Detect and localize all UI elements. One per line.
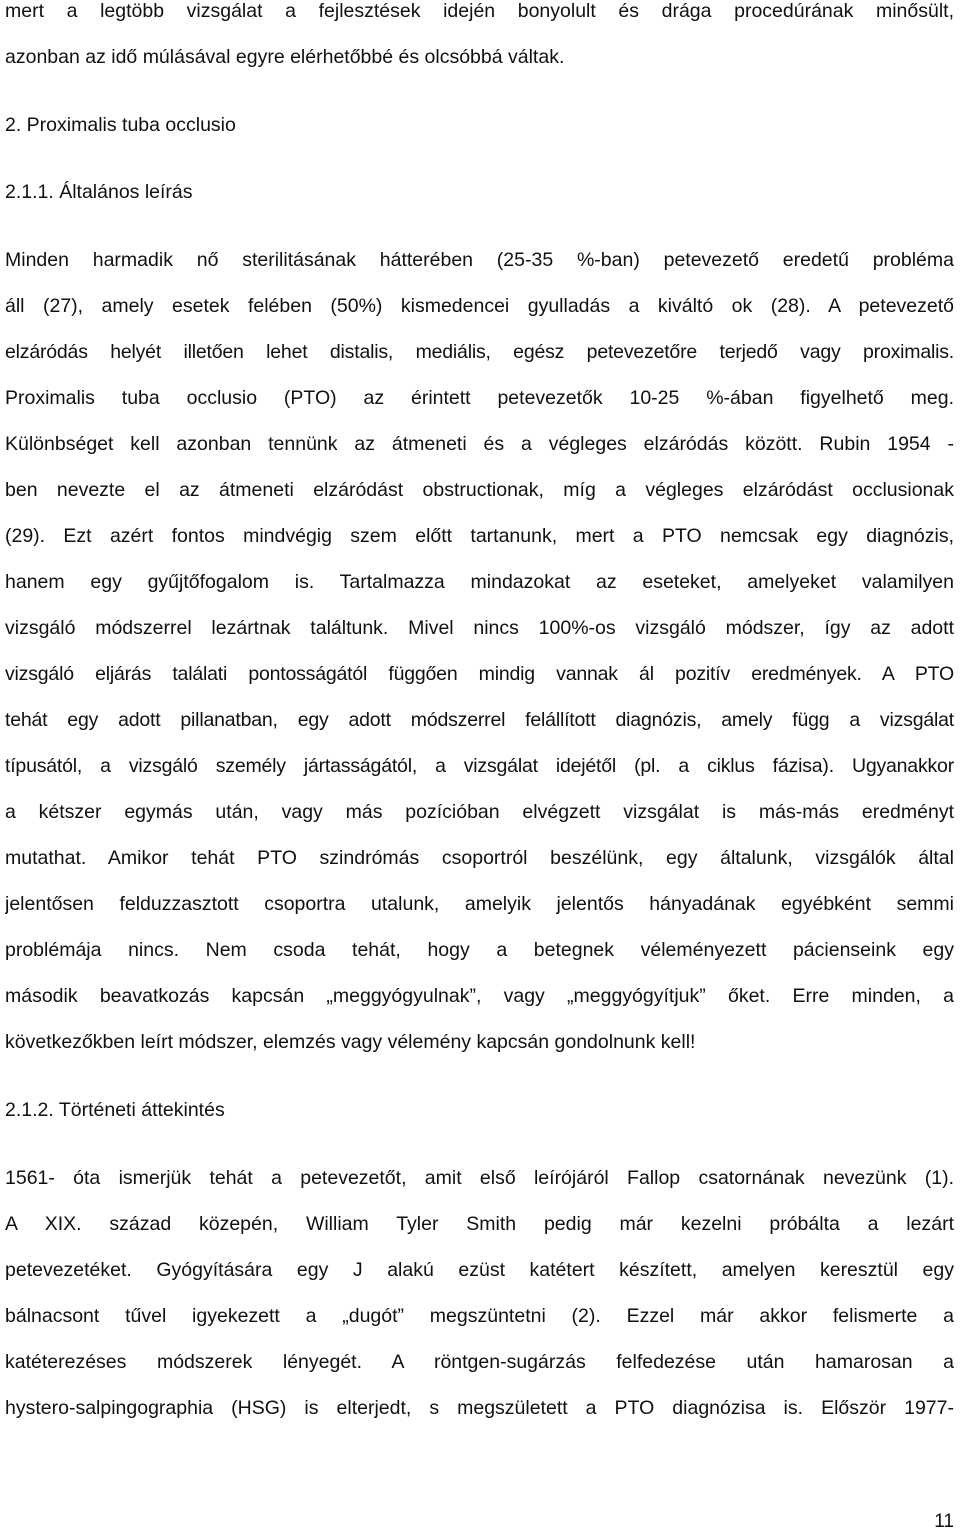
subsection-heading: 2.1.2. Történeti áttekintés <box>5 1099 225 1121</box>
text-line: katéterezéses módszerek lényegét. A röntgen-sugárzás felfedezése után hamarosan a <box>5 1351 954 1373</box>
text-line: hystero-salpingographia (HSG) is elterjedt, s megszületett a PTO diagnózisa is. Először 1977- <box>5 1397 954 1419</box>
text-line: bálnacsont tűvel igyekezett a „dugót” megszüntetni (2). Ezzel már akkor felismerte a <box>5 1305 954 1327</box>
text-line: ben nevezte el az átmeneti elzáródást obstructionak, míg a végleges elzáródást occlusionak <box>5 479 954 501</box>
text-line: Minden harmadik nő sterilitásának hátterében (25-35 %-ban) petevezető eredetű probléma <box>5 249 954 271</box>
text-line: vizsgáló eljárás találati pontosságától függően mindig vannak ál pozitív eredmények. A PTO <box>5 663 954 685</box>
text-line: a kétszer egymás után, vagy más pozícióban elvégzett vizsgálat is más-más eredményt <box>5 801 954 823</box>
text-line: petevezetéket. Gyógyítására egy J alakú ezüst katétert készített, amelyen keresztül egy <box>5 1259 954 1281</box>
text-line: (29). Ezt azért fontos mindvégig szem előtt tartanunk, mert a PTO nemcsak egy diagnózis, <box>5 525 954 547</box>
text-line: hanem egy gyűjtőfogalom is. Tartalmazza mindazokat az eseteket, amelyeket valamilyen <box>5 571 954 593</box>
text-line: 1561- óta ismerjük tehát a petevezetőt, amit első leírójáról Fallop csatornának nevezünk (1). <box>5 1167 954 1189</box>
subsection1-paragraph <box>5 237 954 1065</box>
text-line: Proximalis tuba occlusio (PTO) az érintett petevezetők 10-25 %-ában figyelhető meg. <box>5 387 954 409</box>
text-line: áll (27), amely esetek felében (50%) kismedencei gyulladás a kiváltó ok (28). A petevezető <box>5 295 954 317</box>
text-line: problémája nincs. Nem csoda tehát, hogy a betegnek véleményezett pácienseink egy <box>5 939 954 961</box>
text-line: A XIX. század közepén, William Tyler Smith pedig már kezelni próbálta a lezárt <box>5 1213 954 1235</box>
section-heading: 2. Proximalis tuba occlusio <box>5 114 236 136</box>
subsection2-paragraph <box>5 1155 954 1431</box>
text-line: elzáródás helyét illetően lehet distalis, mediális, egész petevezetőre terjedő vagy proximalis. <box>5 341 954 363</box>
text-line: Különbséget kell azonban tennünk az átmeneti és a végleges elzáródás között. Rubin 1954 - <box>5 433 954 455</box>
text-line: vizsgáló módszerrel lezártnak találtunk. Mivel nincs 100%-os vizsgáló módszer, így az adott <box>5 617 954 639</box>
subsection-heading: 2.1.1. Általános leírás <box>5 181 193 203</box>
text-line: második beavatkozás kapcsán „meggyógyulnak”, vagy „meggyógyítjuk” őket. Erre minden, a <box>5 985 954 1007</box>
page-number: 11 <box>934 1511 954 1532</box>
text-line: típusától, a vizsgáló személy jártasságától, a vizsgálat idejétől (pl. a ciklus fázisa). Ugyanakkor <box>5 755 954 777</box>
text-line: mutathat. Amikor tehát PTO szindrómás csoportról beszélünk, egy általunk, vizsgálók által <box>5 847 954 869</box>
text-line: jelentősen felduzzasztott csoportra utalunk, amelyik jelentős hányadának egyébként semmi <box>5 893 954 915</box>
text-line: mert a legtöbb vizsgálat a fejlesztések idején bonyolult és drága procedúrának minősült, <box>5 0 954 22</box>
text-line: azonban az idő múlásával egyre elérhetőbbé és olcsóbbá váltak. <box>5 46 565 68</box>
text-line: tehát egy adott pillanatban, egy adott módszerrel felállított diagnózis, amely függ a vizsgálat <box>5 709 954 731</box>
intro-paragraph <box>5 0 954 80</box>
text-line: következőkben leírt módszer, elemzés vagy vélemény kapcsán gondolnunk kell! <box>5 1031 696 1053</box>
